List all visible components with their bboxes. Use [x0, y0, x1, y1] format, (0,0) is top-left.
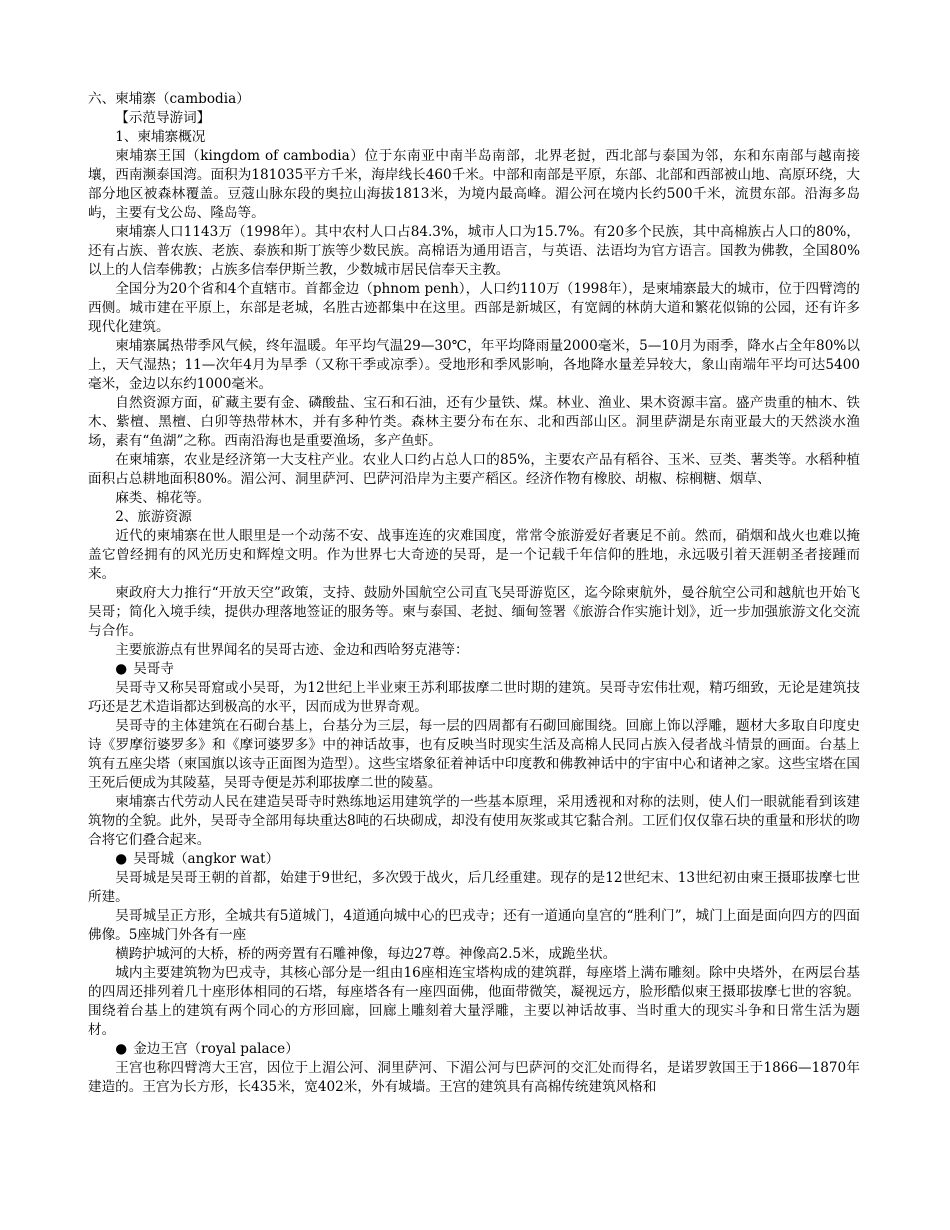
paragraph-climate: 柬埔寨属热带季风气候，终年温暖。年平均气温29—30℃，年平均降雨量2000毫米，5—10月为雨季，降水占全年80%以上，天气湿热；11—次年4月为旱季（又称干季或凉季）。受地形和季风影响，各地降水量差异较大，象山南端年平均可达5400毫米，金边以东约1000毫米。	[88, 338, 860, 392]
paragraph-angkor-city-bridges: 横跨护城河的大桥，桥的两旁置有石雕神像，每边27尊。神像高2.5米，成跪坐状。	[115, 946, 617, 962]
bullet-royal-palace	[88, 1040, 860, 1059]
paragraph-agriculture-continued: 麻类、棉花等。	[115, 490, 211, 506]
bullet-icon: ●	[115, 851, 128, 867]
paragraph-population: 柬埔寨人口1143万（1998年）。其中农村人口占84.3%，城市人口为15.7%。有20多个民族，其中高棉族占人口的80%，还有占族、普农族、老族、泰族和斯丁族等少数民族。高棉语为通用语言，与英语、法语均为官方语言。国教为佛教，全国80%以上的人信奉佛教；占族多信奉伊斯兰教，少数城市居民信奉天主教。	[88, 224, 860, 278]
bullet-label: 吴哥城（angkor wat）	[133, 851, 280, 867]
paragraph-angkor-temple-structure: 吴哥寺的主体建筑在石砌台基上，台基分为三层，每一层的四周都有石砌回廊围绕。回廊上饰以浮雕，题材大多取自印度史诗《罗摩衍婆罗多》和《摩诃婆罗多》中的神话故事，也有反映当时现实生活及高棉人民同占族入侵者战斗情景的画面。台基上筑有五座尖塔（柬国旗以该寺正面图为造型）。这些宝塔象征着神话中印度教和佛教神话中的宇宙中心和诸神之家。这些宝塔在国王死后便成为其陵墓，吴哥寺便是苏利耶拔摩二世的陵墓。	[88, 718, 860, 791]
paragraph-angkor-temple-intro: 吴哥寺又称吴哥窟或小吴哥，为12世纪上半业柬王苏利耶拔摩二世时期的建筑。吴哥寺宏伟壮观，精巧细致，无论是建筑技巧还是艺术造诣都达到极高的水平，因而成为世界奇观。	[88, 680, 860, 715]
paragraph-administration: 全国分为20个省和4个直辖市。首都金边（phnom penh），人口约110万（1998年），是柬埔寨最大的城市，位于四臂湾的西侧。城市建在平原上，东部是老城，名胜古迹都集中在这里。西部是新城区，有宽阔的林荫大道和繁花似锦的公园，还有许多现代化建筑。	[88, 281, 860, 335]
paragraph-angkor-city-history: 吴哥城是吴哥王朝的首都，始建于9世纪，多次毁于战火，后几经重建。现存的是12世纪末、13世纪初由柬王摄耶拔摩七世所建。	[88, 870, 860, 905]
paragraph-tourism-spots: 主要旅游点有世界闻名的吴哥古迹、金边和西哈努克港等：	[115, 642, 469, 658]
bullet-icon: ●	[115, 1041, 128, 1057]
paragraph-agriculture: 在柬埔寨，农业是经济第一大支柱产业。农业人口约占总人口的85%，主要农产品有稻谷、玉米、豆类、薯类等。水稻种植面积占总耕地面积80%。湄公河、洞里萨河、巴萨河沿岸为主要产稻区。经济作物有橡胶、胡椒、棕榈糖、烟草、	[88, 452, 860, 487]
paragraph-angkor-temple-construction: 柬埔寨古代劳动人民在建造吴哥寺时熟练地运用建筑学的一些基本原理，采用透视和对称的法则，使人们一眼就能看到该建筑物的全貌。此外，吴哥寺全部用每块重达8吨的石块砌成，却没有使用灰浆或其它黏合剂。工匠们仅仅靠石块的重量和形状的吻合将它们叠合起来。	[88, 794, 860, 848]
paragraph-tourism-intro: 近代的柬埔寨在世人眼里是一个动荡不安、战事连连的灾难国度，常常令旅游爱好者裹足不前。然而，硝烟和战火也难以掩盖它曾经拥有的风光历史和辉煌文明。作为世界七大奇迹的吴哥，是一个记载千年信仰的胜地，永远吸引着天涯朝圣者接踵而来。	[88, 528, 860, 582]
paragraph-royal-palace: 王宫也称四臂湾大王宫，因位于上湄公河、洞里萨河、下湄公河与巴萨河的交汇处而得名，是诺罗敦国王于1866—1870年建造的。王宫为长方形，长435米，宽402米，外有城墙。王宫的建筑具有高棉传统建筑风格和	[88, 1060, 860, 1095]
paragraph-angkor-city-gates: 吴哥城呈正方形，全城共有5道城门，4道通向城中心的巴戎寺；还有一道通向皇宫的“胜利门”，城门上面是面向四方的四面佛像。5座城门外各有一座	[88, 908, 860, 943]
bullet-label: 金边王宫（royal palace）	[133, 1041, 299, 1057]
bullet-label: 吴哥寺	[133, 661, 174, 677]
paragraph-tourism-policy: 柬政府大力推行“开放天空”政策，支持、鼓励外国航空公司直飞吴哥游览区，迄今除柬航外，曼谷航空公司和越航也开始飞吴哥；简化入境手续，提供办理落地签证的服务等。柬与泰国、老挝、缅甸签署《旅游合作实施计划》，近一步加强旅游文化交流与合作。	[88, 585, 860, 639]
bullet-angkor-temple	[88, 660, 860, 679]
document-heading: 六、柬埔寨（cambodia）	[88, 91, 250, 107]
section-title-tourism: 2、旅游资源	[115, 509, 192, 525]
section-title-overview: 1、柬埔寨概况	[115, 129, 206, 145]
document-page	[88, 90, 860, 1097]
bullet-icon: ●	[115, 661, 128, 677]
document-subheading: 【示范导游词】	[115, 110, 211, 126]
paragraph-angkor-city-bayon: 城内主要建筑物为巴戎寺，其核心部分是一组由16座相连宝塔构成的建筑群，每座塔上满布雕刻。除中央塔外，在两层台基的四周还排列着几十座形体相同的石塔，每座塔各有一座四面佛，他面带微笑，凝视远方，脸形酷似柬王摄耶拔摩七世的容貌。围绕着台基上的建筑有两个同心的方形回廊，回廊上雕刻着大量浮雕，主要以神话故事、当时重大的现实斗争和日常生活为题材。	[88, 965, 860, 1038]
paragraph-resources: 自然资源方面，矿藏主要有金、磷酸盐、宝石和石油，还有少量铁、煤。林业、渔业、果木资源丰富。盛产贵重的柚木、铁木、紫檀、黑檀、白卯等热带林木，并有多种竹类。森林主要分布在东、北和西部山区。洞里萨湖是东南亚最大的天然淡水渔场，素有“鱼湖”之称。西南沿海也是重要渔场，多产鱼虾。	[88, 395, 860, 449]
paragraph-location: 柬埔寨王国（kingdom of cambodia）位于东南亚中南半岛南部，北界老挝，西北部与泰国为邻，东和东南部与越南接壤，西南濒泰国湾。面积为181035平方千米，海岸线长460千米。中部和南部是平原，东部、北部和西部被山地、高原环绕，大部分地区被森林覆盖。豆蔻山脉东段的奥拉山海拔1813米，为境内最高峰。湄公河在境内长约500千米，流贯东部。沿海多岛屿，主要有戈公岛、隆岛等。	[88, 148, 860, 221]
bullet-angkor-city	[88, 850, 860, 869]
